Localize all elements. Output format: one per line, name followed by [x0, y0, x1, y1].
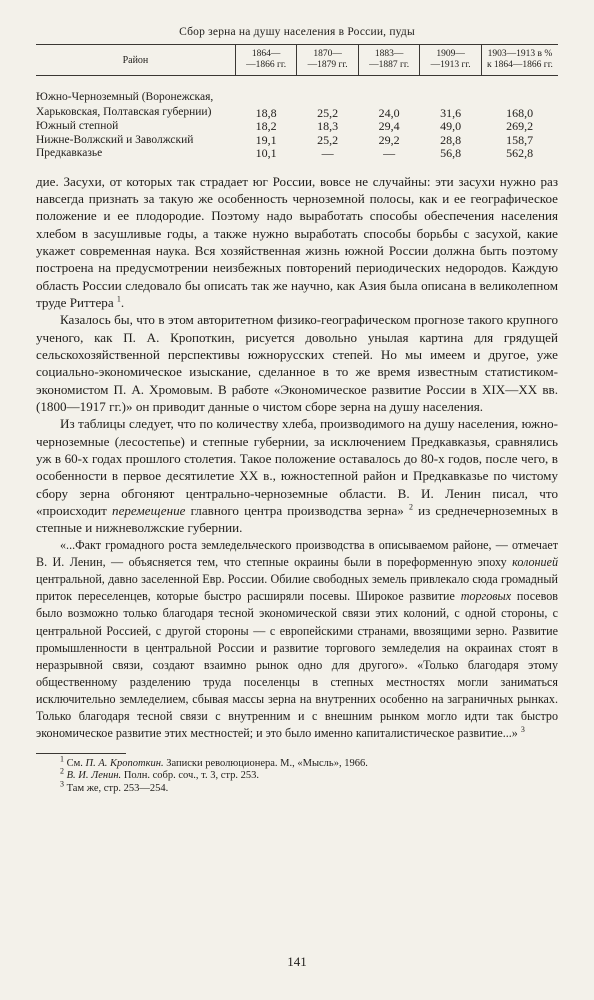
- lenin-quote: [36, 537, 558, 743]
- table-title: Сбор зерна на душу населения в России, пуды: [179, 26, 415, 38]
- row-value: 18,2: [255, 119, 277, 133]
- table-header-row: [36, 45, 558, 76]
- footnote-author: В. И. Ленин.: [66, 770, 122, 782]
- footnote-text: Полн. собр. соч., т. 3, стр. 253.: [121, 770, 259, 782]
- paragraph: Казалось бы, что в этом авторитетном физико-географическом прогнозе такого крупного ученого, как П. А. Кропоткин, рисуется довольно унылая картина для грядущей сельскохозяйственной перспективы южнорусских степей. Но мы имеем и другое, уже социально-экономическое изыскание, сделанное в то же время известным статистиком-экономистом П. А. Хромовым. В работе «Экономическое развитие России в XIX—XX вв. (1800—1917 гг.)» он приводит данные о чистом сборе зерна на душу населения.: [36, 312, 558, 414]
- row-value: —: [321, 146, 334, 160]
- footnote-2: [36, 766, 558, 783]
- table-row: [36, 120, 558, 134]
- table-row: [36, 134, 558, 148]
- paragraph-text: дие. Засухи, от которых так страдает юг России, вовсе не случайны: эти засухи нужно раз навсегда признать за такую же особенность черноземной полосы, как и ее географическое положение и ее плодородие. Поэтому надо выработать способы обеспечения населения хлебом в засушливые годы, а также нужно выработать способы борьбы с засухой, какие укажет современная наука. Вся хозяйственная жизнь южной России должна быть поэтому построена на предусмотрении неизбежных повторений периодических недородов. Каждую область России следовало бы описать так же научно, как Азия была описана в великолепном труде Риттера: [36, 173, 558, 310]
- row-value: 56,8: [440, 146, 462, 160]
- footnote-3: [36, 779, 558, 796]
- footnote-divider: [36, 753, 126, 754]
- grain-table: [36, 44, 558, 161]
- footnote-ref: 1: [116, 294, 121, 304]
- table-row: [36, 147, 558, 161]
- paragraph: [36, 415, 558, 536]
- quote-text: центральной, давно заселенной Евр. России. Обилие свободных земель привлекало сюда громадный приток переселенцев, которые быстро расширяли посевы. Широкое развитие: [36, 572, 558, 604]
- footnote-number: 2: [60, 766, 64, 776]
- footnote-text: Там же, стр. 253—254.: [64, 782, 169, 794]
- row-value: 24,0: [378, 105, 400, 120]
- paragraph-text: из среднечерноземных в степные и нижневолжские губернии.: [36, 503, 558, 536]
- row-value: —: [383, 146, 396, 160]
- main-text: [36, 173, 558, 537]
- quote-text: посевов было возможно только благодаря тесной экономической связи этих колоний, с одной стороны, с центральной Россией, с другой стороны — с европейскими странами, ввозящими зерно. Развитие промышленности в центральной России и развитие торгового земледелия на окраинах стоят в неразрывной связи, создают взаимно рынок одно для другого». «Только благодаря этому общественному разделению труда поселенцы в степных местностях могли заниматься исключительно земледелием, сбывая массы зерна на внутренних особенно на заграничных рынках. Только благодаря тесной связи с внутренним и с внешним рынком могло идти так быстро экономическое развитие этих местностей; и это было именно капиталистическое развитие...»: [36, 589, 558, 741]
- footnote-text: См.: [64, 757, 86, 769]
- footnote-ref: 2: [408, 502, 413, 512]
- header-percent: 1903—1913 в % к 1864—1866 гг.: [481, 45, 558, 76]
- row-value: 25,2: [317, 132, 339, 147]
- header-1870-1879: 1870— —1879 гг.: [297, 45, 359, 76]
- paragraph-text: Из таблицы следует, что по количеству хлеба, производимого на душу населения, южно-черноземные (лесостепье) и степные губернии, за исключением Предкавказья, сравнялись уж в 60-х годах прошлого столетия. Такое положение оставалось до 80-х годов, после чего, в особенности в первое десятилетие XX в., южностепной район и Предкавказье по чистому сбору зерна обгоняют центрально-черноземные области. В. И. Ленин писал, что «происходит: [36, 416, 558, 519]
- header-region: Район: [36, 45, 235, 76]
- footnote-1: [36, 754, 558, 771]
- row-region: Нижне-Волжский и Заволжский: [36, 133, 194, 146]
- row-value: 29,2: [378, 132, 400, 147]
- footnote-text: Записки революционера. М., «Мысль», 1966.: [163, 757, 368, 769]
- row-value: 25,2: [317, 105, 339, 120]
- emphasis-text: торговых: [460, 589, 512, 604]
- row-value: 168,0: [506, 105, 534, 120]
- table-row: [36, 76, 558, 121]
- header-1864-1866: 1864— —1866 гг.: [235, 45, 297, 76]
- paragraph-text: главного центра производства зерна»: [185, 503, 404, 519]
- row-region: Предкавказье: [36, 147, 103, 159]
- footnote-author: П. А. Кропоткин.: [85, 757, 164, 769]
- row-value: 29,4: [378, 119, 400, 133]
- row-value: 269,2: [506, 119, 534, 133]
- row-value: 158,7: [506, 132, 534, 147]
- quote-paragraph: [36, 537, 558, 743]
- quote-text: «...Факт громадного роста земледельческого производства в описываемом районе, — отмечает В. И. Ленин, — объясняется тем, что степные окраины были в пореформенную эпоху: [36, 537, 558, 569]
- row-region: Южно-Черноземный (Воронежская, Харьковская, Полтавская губернии): [36, 91, 214, 118]
- paragraph: дие. Засухи, от которых так страдает юг России, вовсе не случайны: эти засухи нужно раз навсегда признать за такую же особенность черноземной полосы, как и ее географическое положение и ее плодородие. Поэтому надо выработать способы обеспечения населения хлебом в засушливые годы, а также нужно выработать способы борьбы с засухой, какие укажет современная наука. Вся хозяйственная жизнь южной России должна быть поэтому построена на предусмотрении неизбежных повторений периодических недородов. Каждую область России следовало бы описать так же научно, как Азия была описана в великолепном труде Риттера $^1$.: [36, 173, 558, 310]
- header-1909-1913: 1909— —1913 гг.: [420, 45, 482, 76]
- footnote-ref: 3: [520, 725, 525, 735]
- row-region: Южный степной: [36, 120, 119, 132]
- row-value: 19,1: [255, 132, 277, 147]
- row-value: 31,6: [440, 105, 462, 120]
- header-1883-1887: 1883— —1887 гг.: [358, 45, 420, 76]
- row-value: 562,8: [506, 146, 534, 160]
- footnotes: [36, 754, 558, 796]
- page-number: 141: [287, 954, 307, 969]
- emphasis-text: перемещение: [112, 503, 186, 519]
- emphasis-text: колонией: [512, 554, 558, 569]
- footnote-number: 3: [60, 779, 64, 789]
- row-value: 18,8: [255, 105, 277, 120]
- row-value: 49,0: [440, 119, 462, 133]
- row-value: 28,8: [440, 132, 462, 147]
- row-value: 10,1: [255, 146, 277, 160]
- row-value: 18,3: [317, 119, 339, 133]
- footnote-number: 1: [60, 754, 64, 764]
